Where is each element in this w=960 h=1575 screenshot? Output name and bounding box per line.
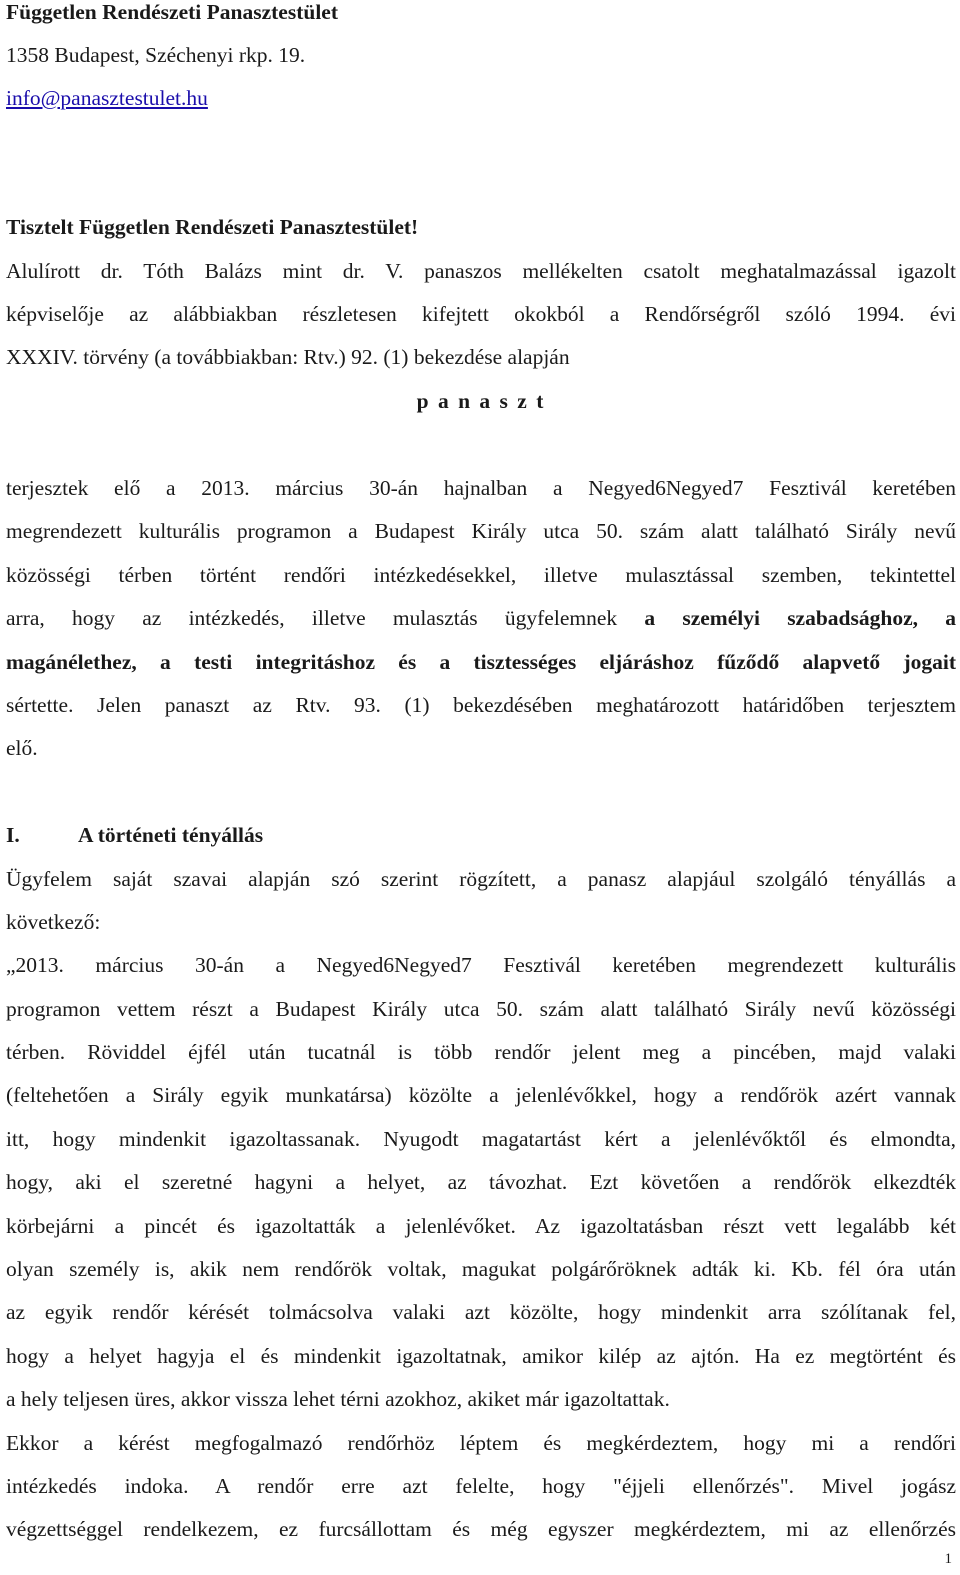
quote-line: hogy, aki el szeretné hagyni a helyet, az távozhat. Ezt követően a rendőrök elkezdték	[6, 1170, 956, 1194]
complaint-line-7: elő.	[6, 736, 38, 760]
quote-line: (feltehetően a Sirály egyik munkatársa) közölte a jelenlévőkkel, hogy a rendőrök azért vannak	[6, 1083, 956, 1107]
document-title: p a n a s z t	[416, 389, 546, 413]
org-name: Független Rendészeti Panasztestület	[6, 0, 338, 24]
section-number: I.	[6, 823, 20, 847]
complaint-line-6: sértette. Jelen panaszt az Rtv. 93. (1) bekezdésében meghatározott határidőben terjesztem	[6, 693, 956, 717]
paragraph-line: Ekkor a kérést megfogalmazó rendőrhöz léptem és megkérdeztem, hogy mi a rendőri	[6, 1431, 956, 1455]
intro-line-2: képviselője az alábbiakban részletesen kifejtett okokból a Rendőrségről szóló 1994. évi	[6, 302, 956, 326]
intro-line-3: XXXIV. törvény (a továbbiakban: Rtv.) 92. (1) bekezdése alapján	[6, 345, 570, 369]
quote-line: programon vettem részt a Budapest Király utca 50. szám alatt található Sirály nevű közösségi	[6, 997, 956, 1021]
email-link[interactable]: info@panasztestulet.hu	[6, 86, 208, 110]
complaint-line-3: közösségi térben történt rendőri intézkedésekkel, illetve mulasztással szemben, tekintettel	[6, 563, 956, 587]
quote-line: az egyik rendőr kérését tolmácsolva valaki azt közölte, hogy mindenkit arra szólítanak fel,	[6, 1300, 956, 1324]
quote-line: „2013. március 30-án a Negyed6Negyed7 Fesztivál keretében megrendezett kulturális	[6, 953, 956, 977]
page-number: 1	[944, 1551, 952, 1567]
facts-intro-line-1: Ügyfelem saját szavai alapján szó szerint rögzített, a panasz alapjául szolgáló tényállás a	[6, 867, 956, 891]
org-address: 1358 Budapest, Széchenyi rkp. 19.	[6, 43, 306, 67]
quote-line: olyan személy is, akik nem rendőrök voltak, magukat polgárőröknek adták ki. Kb. fél óra után	[6, 1257, 956, 1281]
complaint-line-4-normal: arra, hogy az intézkedés, illetve mulasztás ügyfelemnek	[6, 606, 618, 630]
facts-intro-line-2: következő:	[6, 910, 101, 934]
complaint-line-1: terjesztek elő a 2013. március 30-án hajnalban a Negyed6Negyed7 Fesztivál keretében	[6, 476, 956, 500]
complaint-line-2: megrendezett kulturális programon a Budapest Király utca 50. szám alatt található Sirály nevű	[6, 519, 956, 543]
intro-line-1: Alulírott dr. Tóth Balázs mint dr. V. panaszos mellékelten csatolt meghatalmazással igazolt	[6, 259, 956, 283]
complaint-line-4-bold: a személyi szabadsághoz, a	[644, 606, 956, 630]
complaint-line-4	[6, 608, 956, 630]
quote-line: hogy a helyet hagyja el és mindenkit igazoltatnak, amikor kilép az ajtón. Ha ez megtörtént és	[6, 1344, 956, 1368]
section-title: A történeti tényállás	[78, 823, 264, 847]
quote-line: körbejárni a pincét és igazoltatták a jelenlévőket. Az igazoltatásban részt vett legalább két	[6, 1214, 956, 1238]
salutation: Tisztelt Független Rendészeti Panasztestület!	[6, 215, 419, 239]
quote-line: itt, hogy mindenkit igazoltassanak. Nyugodt magatartást kért a jelenlévőktől és elmondta,	[6, 1127, 956, 1151]
quote-line: térben. Röviddel éjfél után tucatnál is több rendőr jelent meg a pincében, majd valaki	[6, 1040, 956, 1064]
quote-last-line: a hely teljesen üres, akkor vissza lehet térni azokhoz, akiket már igazoltattak.	[6, 1387, 670, 1411]
paragraph-line: intézkedés indoka. A rendőr erre azt felelte, hogy "éjjeli ellenőrzés". Mivel jogász	[6, 1474, 956, 1498]
section-heading	[6, 825, 263, 847]
complaint-line-5: magánélethez, a testi integritáshoz és a tisztességes eljáráshoz fűződő alapvető jogait	[6, 650, 956, 674]
paragraph-line: végzettséggel rendelkezem, ez furcsállottam és még egyszer megkérdeztem, mi az ellenőrzés	[6, 1517, 956, 1541]
